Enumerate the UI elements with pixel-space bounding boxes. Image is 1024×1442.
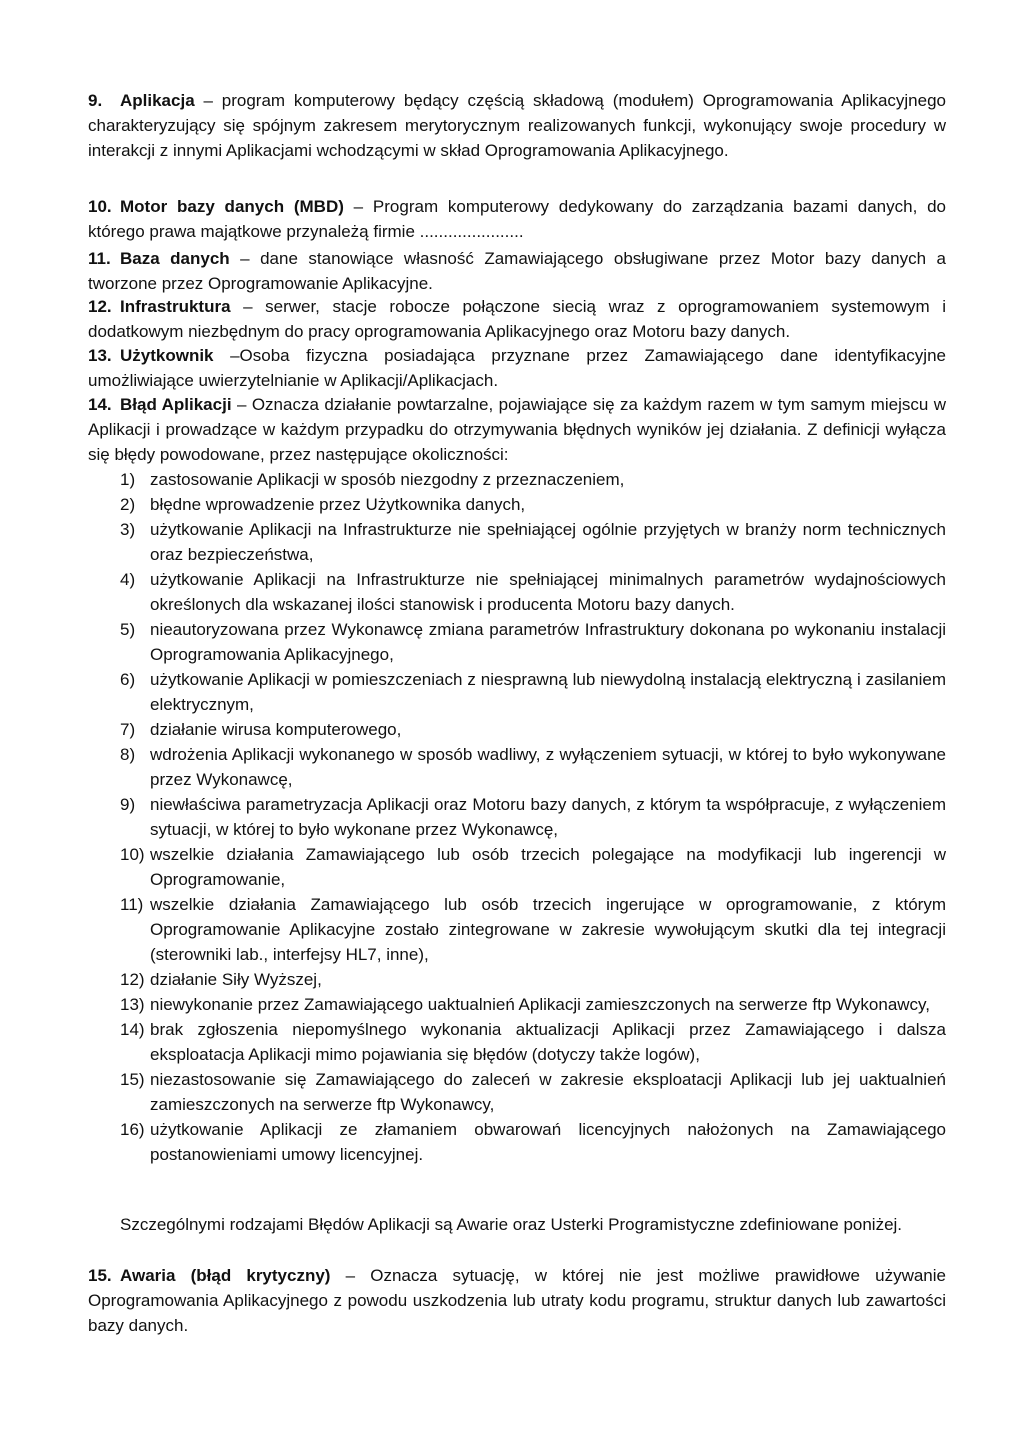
list-marker: 4)	[120, 570, 136, 589]
list-marker: 12)	[120, 970, 145, 989]
list-item-text: działanie Siły Wyższej,	[150, 970, 322, 989]
definition-13	[88, 343, 946, 393]
exclusion-list	[120, 467, 946, 1167]
definition-number: 12.	[88, 297, 112, 316]
list-item-text: działanie wirusa komputerowego,	[150, 720, 402, 739]
list-item	[120, 842, 946, 892]
definition-text: – serwer, stacje robocze połączone siecią wraz z oprogramowaniem systemowym i dodatkowym niezbędnym do pracy oprogramowania Aplikacyjnego oraz Motoru bazy danych.	[88, 297, 946, 341]
definition-number: 10.	[88, 197, 112, 216]
definition-term: Infrastruktura	[120, 297, 231, 316]
definition-9	[88, 88, 946, 163]
list-item-text: brak zgłoszenia niepomyślnego wykonania aktualizacji Aplikacji przez Zamawiającego i dalsza eksploatacja Aplikacji mimo pojawiania się błędów (dotyczy także logów),	[150, 1020, 946, 1064]
definition-text: – dane stanowiące własność Zamawiającego obsługiwane przez Motor bazy danych a tworzone przez Oprogramowanie Aplikacyjne.	[88, 249, 946, 293]
list-item	[120, 467, 946, 492]
list-item	[120, 517, 946, 567]
definition-number: 14.	[88, 395, 112, 414]
list-item-text: niezastosowanie się Zamawiającego do zaleceń w zakresie eksploatacji Aplikacji lub jej uaktualnień zamieszczonych na serwerze ftp Wykonawcy,	[150, 1070, 946, 1114]
list-item-text: użytkowanie Aplikacji ze złamaniem obwarowań licencyjnych nałożonych na Zamawiającego postanowieniami umowy licencyjnej.	[150, 1120, 946, 1164]
list-item	[120, 1067, 946, 1117]
definition-text: – Program komputerowy dedykowany do zarządzania bazami danych, do którego prawa majątkowe przynależą firmie ......................	[88, 197, 946, 241]
definition-10	[88, 194, 946, 244]
list-item-text: niewykonanie przez Zamawiającego uaktualnień Aplikacji zamieszczonych na serwerze ftp Wykonawcy,	[150, 995, 931, 1014]
list-item-text: wszelkie działania Zamawiającego lub osób trzecich ingerujące w oprogramowanie, z którym Oprogramowanie Aplikacyjne zostało zintegrowane w zakresie wywołującym skutki dla tej integracji (sterowniki lab., interfejsy HL7, inne),	[150, 895, 946, 964]
closing-paragraph: Szczególnymi rodzajami Błędów Aplikacji są Awarie oraz Usterki Programistyczne zdefiniowane poniżej.	[120, 1215, 903, 1234]
definition-text: – Oznacza działanie powtarzalne, pojawiające się za każdym razem w tym samym miejscu w Aplikacji i prowadzące w każdym przypadku do otrzymywania błędnych wyników jej działania. Z definicji wyłącza się błędy powodowane, przez następujące okoliczności:	[88, 395, 946, 464]
list-item	[120, 792, 946, 842]
list-item	[120, 1117, 946, 1167]
list-item	[120, 567, 946, 617]
list-item	[120, 617, 946, 667]
list-item-text: użytkowanie Aplikacji w pomieszczeniach z niesprawną lub niewydolną instalacją elektryczną i zasilaniem elektrycznym,	[150, 670, 946, 714]
definition-term: Awaria (błąd krytyczny)	[120, 1266, 331, 1285]
list-item-text: wdrożenia Aplikacji wykonanego w sposób wadliwy, z wyłączeniem sytuacji, w której to było wykonywane przez Wykonawcę,	[150, 745, 946, 789]
list-item-text: zastosowanie Aplikacji w sposób niezgodny z przeznaczeniem,	[150, 470, 625, 489]
definition-11	[88, 246, 946, 296]
list-marker: 14)	[120, 1020, 145, 1039]
list-item	[120, 1017, 946, 1067]
definition-text: – program komputerowy będący częścią składową (modułem) Oprogramowania Aplikacyjnego charakteryzujący się spójnym zakresem merytorycznym realizowanych funkcji, wykonujący swoje procedury w interakcji z innymi Aplikacjami wchodzącymi w skład Oprogramowania Aplikacyjnego.	[88, 91, 946, 160]
definition-text: –Osoba fizyczna posiadająca przyznane przez Zamawiającego dane identyfikacyjne umożliwiające uwierzytelnianie w Aplikacji/Aplikacjach.	[88, 346, 946, 390]
list-item	[120, 717, 946, 742]
list-item	[120, 742, 946, 792]
list-marker: 7)	[120, 720, 136, 739]
definition-term: Błąd Aplikacji	[120, 395, 232, 414]
definition-term: Baza danych	[120, 249, 230, 268]
list-marker: 1)	[120, 470, 136, 489]
list-item-text: użytkowanie Aplikacji na Infrastrukturze nie spełniającej ogólnie przyjętych w branży norm technicznych oraz bezpieczeństwa,	[150, 520, 946, 564]
list-marker: 11)	[120, 895, 144, 914]
list-marker: 6)	[120, 670, 136, 689]
definition-number: 15.	[88, 1266, 112, 1285]
list-item-text: wszelkie działania Zamawiającego lub osób trzecich polegające na modyfikacji lub ingerencji w Oprogramowanie,	[150, 845, 946, 889]
definition-term: Użytkownik	[120, 346, 214, 365]
list-item	[120, 492, 946, 517]
list-item	[120, 992, 946, 1017]
list-marker: 13)	[120, 995, 145, 1014]
definition-number: 11.	[88, 249, 111, 268]
definition-number: 13.	[88, 346, 112, 365]
list-marker: 3)	[120, 520, 136, 539]
list-item	[120, 967, 946, 992]
list-item-text: nieautoryzowana przez Wykonawcę zmiana parametrów Infrastruktury dokonana po wykonaniu instalacji Oprogramowania Aplikacyjnego,	[150, 620, 946, 664]
list-marker: 10)	[120, 845, 145, 864]
list-item-text: użytkowanie Aplikacji na Infrastrukturze nie spełniającej minimalnych parametrów wydajnościowych określonych dla wskazanej ilości stanowisk i producenta Motoru bazy danych.	[150, 570, 946, 614]
definition-number: 9.	[88, 91, 103, 110]
list-marker: 15)	[120, 1070, 145, 1089]
definition-14	[88, 392, 946, 467]
definition-term: Motor bazy danych (MBD)	[120, 197, 344, 216]
list-marker: 5)	[120, 620, 136, 639]
definition-term: Aplikacja	[120, 91, 195, 110]
list-item	[120, 892, 946, 967]
list-marker: 8)	[120, 745, 136, 764]
list-item-text: niewłaściwa parametryzacja Aplikacji oraz Motoru bazy danych, z którym ta współpracuje, z wyłączeniem sytuacji, w której to było wykonane przez Wykonawcę,	[150, 795, 946, 839]
list-item-text: błędne wprowadzenie przez Użytkownika danych,	[150, 495, 526, 514]
list-marker: 9)	[120, 795, 136, 814]
list-marker: 16)	[120, 1120, 145, 1139]
list-item	[120, 667, 946, 717]
definition-text: – Oznacza sytuację, w której nie jest możliwe prawidłowe używanie Oprogramowania Aplikacyjnego z powodu uszkodzenia lub utraty kodu programu, struktur danych lub zawartości bazy danych.	[88, 1266, 946, 1335]
definition-15	[88, 1263, 946, 1338]
definition-12	[88, 294, 946, 344]
list-marker: 2)	[120, 495, 136, 514]
